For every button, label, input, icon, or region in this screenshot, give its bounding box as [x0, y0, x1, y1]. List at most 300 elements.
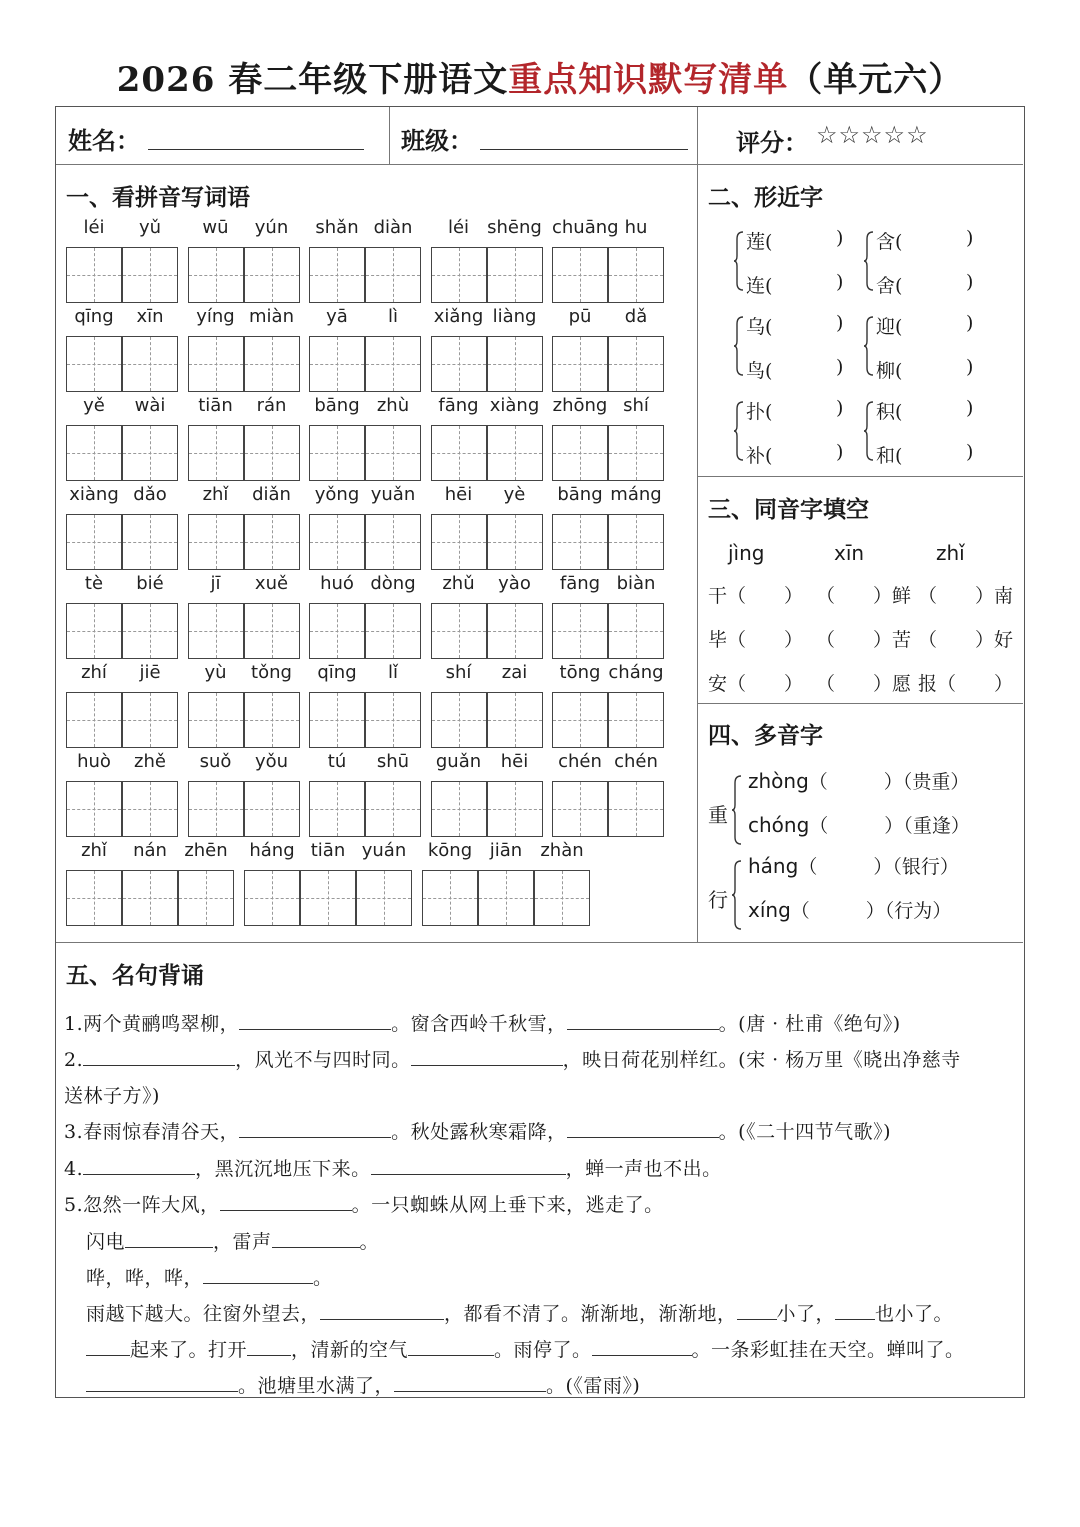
recite-9c: 。雨停了。 — [494, 1339, 592, 1361]
pinyin-label: jī — [210, 573, 221, 594]
tianzige-cell[interactable] — [365, 514, 421, 570]
pinyin-label: dǎ — [624, 306, 648, 327]
pinyin-label: pū — [568, 306, 592, 327]
tianzige-cell[interactable] — [552, 336, 608, 392]
tianzige-cell[interactable] — [309, 336, 365, 392]
recite-8b: ，都看不清了。渐渐地，渐渐地， — [444, 1303, 737, 1325]
tianzige-cell[interactable] — [487, 247, 543, 303]
pinyin-label: tú — [327, 751, 347, 772]
open-paren: （ — [798, 856, 818, 878]
title-prefix: 2026 春二年级下册语文 — [116, 60, 509, 100]
tianzige-cell[interactable] — [122, 603, 178, 659]
recite-blank-11[interactable] — [272, 1229, 360, 1248]
tianzige-cell[interactable] — [66, 247, 122, 303]
pinyin-label: yù — [204, 662, 227, 683]
pinyin-label: léi — [83, 217, 105, 238]
name-field[interactable] — [148, 149, 364, 150]
similar-char-item[interactable] — [746, 356, 844, 383]
polyphonic-char: 行 — [708, 888, 728, 912]
polyphonic-item[interactable] — [748, 896, 951, 923]
similar-char-label: 积( — [876, 401, 903, 423]
tianzige-cell[interactable] — [66, 870, 122, 926]
tianzige-cell[interactable] — [552, 514, 608, 570]
recite-line-4 — [64, 1154, 722, 1181]
tianzige-cell[interactable] — [608, 603, 664, 659]
brace-icon — [732, 860, 742, 916]
pinyin-label: diàn — [373, 217, 413, 238]
tianzige-cell[interactable] — [122, 514, 178, 570]
recite-1c: 。(唐 · 杜甫《绝句》) — [718, 1013, 901, 1035]
homophone-2c[interactable]: （ ）好 — [918, 629, 1014, 651]
recite-blank-15[interactable] — [835, 1301, 875, 1320]
pinyin-label: wū — [202, 217, 229, 238]
pinyin-label: yā — [326, 306, 348, 327]
recite-8d: 也小了。 — [875, 1303, 954, 1325]
close-paren: ) — [836, 312, 844, 334]
tianzige-cell[interactable] — [244, 514, 300, 570]
homophone-2a[interactable]: 毕（ ） — [708, 629, 804, 651]
close-paren: ） — [950, 771, 970, 793]
pinyin-label: zhàn — [540, 840, 584, 861]
similar-char-label: 莲( — [746, 231, 773, 253]
tianzige-cell[interactable] — [244, 336, 300, 392]
brace-icon — [864, 231, 874, 287]
close-paren: ) — [836, 356, 844, 378]
recite-line-2 — [64, 1045, 961, 1072]
recite-2b: ，风光不与四时同。 — [235, 1049, 411, 1071]
homophone-pinyin-3: zhǐ — [936, 541, 965, 565]
score-stars[interactable]: ☆☆☆☆☆ — [816, 121, 929, 149]
tianzige-cell[interactable] — [608, 692, 664, 748]
tianzige-cell[interactable] — [431, 247, 487, 303]
close-paren: ) — [966, 271, 974, 293]
brace-icon — [864, 401, 874, 457]
close-paren: ) — [966, 441, 974, 463]
tianzige-cell[interactable] — [608, 781, 664, 837]
pinyin-label: fāng — [559, 573, 601, 594]
recite-line-2-cont: 送林子方》) — [64, 1085, 160, 1107]
similar-char-item[interactable] — [876, 397, 974, 424]
tianzige-cell[interactable] — [309, 425, 365, 481]
homophone-3b[interactable]: （ ）愿 — [816, 673, 912, 695]
recite-2a: 2. — [64, 1049, 84, 1071]
close-paren: ） — [932, 900, 952, 922]
mid-paren: ）（ — [865, 900, 895, 922]
recite-line-6 — [86, 1227, 379, 1254]
tianzige-cell[interactable] — [365, 425, 421, 481]
similar-char-item[interactable] — [746, 271, 844, 298]
similar-char-label: 扑( — [746, 401, 773, 423]
recite-7b: 。 — [313, 1267, 333, 1289]
tianzige-cell[interactable] — [66, 336, 122, 392]
similar-char-item[interactable] — [876, 227, 974, 254]
similar-char-item[interactable] — [876, 441, 974, 468]
close-paren: ) — [836, 271, 844, 293]
recite-blank-7[interactable] — [83, 1156, 195, 1175]
pinyin-label: tiān — [310, 840, 346, 861]
pinyin-label: shēng — [487, 217, 542, 238]
tianzige-cell[interactable] — [608, 336, 664, 392]
recite-blank-17[interactable] — [247, 1337, 291, 1356]
recite-line-9 — [86, 1335, 965, 1362]
pinyin-label: fāng — [438, 395, 479, 416]
tianzige-cell[interactable] — [365, 603, 421, 659]
recite-blank-1[interactable] — [239, 1011, 391, 1030]
recite-8c: 小了， — [776, 1303, 836, 1325]
tianzige-cell[interactable] — [309, 514, 365, 570]
tianzige-cell[interactable] — [244, 603, 300, 659]
open-paren: （ — [790, 900, 810, 922]
similar-char-item[interactable] — [746, 227, 844, 254]
tianzige-cell[interactable] — [188, 603, 244, 659]
pinyin-label: xiàng — [489, 395, 540, 416]
pinyin-label: kōng — [427, 840, 473, 861]
pinyin-label: shǎn — [315, 217, 359, 238]
similar-char-item[interactable] — [746, 312, 844, 339]
tianzige-cell[interactable] — [431, 336, 487, 392]
close-paren: ) — [966, 397, 974, 419]
pinyin-label: yè — [503, 484, 526, 505]
tianzige-cell[interactable] — [487, 425, 543, 481]
close-paren: ) — [966, 312, 974, 334]
pinyin-label: shí — [623, 395, 649, 416]
recite-blank-9[interactable] — [220, 1192, 352, 1211]
pinyin-label: hēi — [500, 751, 529, 772]
recite-blank-5[interactable] — [239, 1119, 391, 1138]
mid-paren: ）（ — [883, 771, 913, 793]
recite-3a: 3.春雨惊春清谷天， — [64, 1121, 240, 1143]
pinyin-label: bāng — [314, 395, 360, 416]
homophone-1a[interactable]: 干（ ） — [708, 585, 804, 607]
sec4-title: 四、多音字 — [708, 722, 823, 749]
tianzige-cell[interactable] — [365, 781, 421, 837]
homophone-3a[interactable]: 安（ ） — [708, 673, 804, 695]
pinyin-label: yào — [498, 573, 531, 594]
homophone-pinyin-2: xīn — [834, 541, 865, 565]
tianzige-cell[interactable] — [122, 870, 178, 926]
recite-5b: 。一只蜘蛛从网上垂下来，逃走了。 — [351, 1194, 664, 1216]
tianzige-cell[interactable] — [431, 781, 487, 837]
close-paren: ) — [836, 397, 844, 419]
recite-line-7 — [86, 1263, 333, 1290]
tianzige-cell[interactable] — [66, 603, 122, 659]
recite-10a: 。池塘里水满了， — [238, 1375, 395, 1397]
homophone-1c[interactable]: （ ）南 — [918, 585, 1014, 607]
recite-4b: ，黑沉沉地压下来。 — [195, 1158, 371, 1180]
tianzige-cell[interactable] — [608, 425, 664, 481]
tianzige-cell[interactable] — [422, 870, 478, 926]
tianzige-cell[interactable] — [487, 603, 543, 659]
tianzige-cell[interactable] — [552, 247, 608, 303]
mid-paren: ）（ — [884, 815, 913, 837]
recite-blank-8[interactable] — [371, 1156, 566, 1175]
similar-char-label: 迎( — [876, 316, 903, 338]
pinyin-label: huó — [320, 573, 354, 594]
pinyin-label: jiē — [139, 662, 161, 683]
recite-line-5 — [64, 1190, 664, 1217]
reading-pinyin: xíng — [748, 898, 791, 922]
recite-blank-21[interactable] — [394, 1373, 546, 1392]
recite-blank-13[interactable] — [320, 1301, 444, 1320]
recite-9b: ，清新的空气 — [291, 1339, 409, 1361]
tianzige-cell[interactable] — [66, 425, 122, 481]
tianzige-cell[interactable] — [552, 425, 608, 481]
pinyin-label: máng — [610, 484, 662, 505]
pinyin-label: xīn — [136, 306, 164, 327]
tianzige-cell[interactable] — [552, 781, 608, 837]
score-label: 评分： — [736, 128, 808, 157]
pinyin-label: zhǔ — [442, 573, 475, 594]
recite-line-1 — [64, 1009, 901, 1036]
tianzige-cell[interactable] — [188, 781, 244, 837]
pinyin-label: háng — [249, 840, 295, 861]
similar-char-item[interactable] — [876, 312, 974, 339]
tianzige-cell[interactable] — [365, 247, 421, 303]
recite-blank-2[interactable] — [567, 1011, 719, 1030]
pinyin-label: liàng — [492, 306, 537, 327]
brace-icon — [734, 401, 744, 457]
pinyin-label: shū — [376, 751, 410, 772]
tianzige-cell[interactable] — [244, 247, 300, 303]
tianzige-cell[interactable] — [122, 781, 178, 837]
sec5-divider — [56, 942, 1023, 943]
sec2-title: 二、形近字 — [708, 184, 823, 211]
pinyin-label: miàn — [249, 306, 294, 327]
pinyin-label: qīng — [317, 662, 357, 683]
pinyin-label: dǎo — [133, 484, 167, 505]
recite-4a: 4. — [64, 1158, 84, 1180]
pinyin-label: xuě — [254, 573, 289, 594]
recite-3b: 。秋处露秋寒霜降， — [391, 1121, 567, 1143]
pinyin-label: guǎn — [435, 751, 482, 772]
recite-blank-20[interactable] — [86, 1373, 238, 1392]
tianzige-cell[interactable] — [552, 692, 608, 748]
recite-line-8 — [86, 1299, 953, 1326]
tianzige-cell[interactable] — [487, 336, 543, 392]
recite-blank-16[interactable] — [86, 1337, 130, 1356]
tianzige-cell[interactable] — [244, 692, 300, 748]
pinyin-label: chuāng — [552, 217, 619, 238]
recite-9a: 起来了。打开 — [130, 1339, 248, 1361]
header-sep-1 — [389, 107, 390, 164]
pinyin-label: diǎn — [252, 484, 291, 505]
example-word: 银行 — [901, 856, 940, 878]
tianzige-cell[interactable] — [66, 692, 122, 748]
tianzige-cell[interactable] — [309, 603, 365, 659]
pinyin-label: suǒ — [199, 751, 232, 772]
polyphonic-item[interactable] — [748, 767, 969, 794]
tianzige-cell[interactable] — [356, 870, 412, 926]
recite-6b: ，雷声 — [213, 1231, 272, 1253]
tianzige-cell[interactable] — [300, 870, 356, 926]
recite-7a: 哗，哗，哗， — [86, 1267, 204, 1289]
pinyin-label: zhǐ — [202, 484, 229, 505]
pinyin-label: yǒu — [254, 751, 289, 772]
tianzige-cell[interactable] — [487, 514, 543, 570]
pinyin-label: zhēn — [184, 840, 228, 861]
similar-char-item[interactable] — [746, 441, 844, 468]
tianzige-cell[interactable] — [552, 603, 608, 659]
similar-char-label: 含( — [876, 231, 903, 253]
column-divider — [697, 107, 698, 942]
brace-icon — [734, 316, 744, 372]
pinyin-label: cháng — [608, 662, 664, 683]
class-field[interactable] — [480, 149, 688, 150]
homophone-3c[interactable]: 报（ ） — [918, 673, 1014, 695]
tianzige-cell[interactable] — [487, 692, 543, 748]
tianzige-cell[interactable] — [431, 603, 487, 659]
recite-blank-10[interactable] — [125, 1229, 213, 1248]
pinyin-label: tiān — [198, 395, 233, 416]
tianzige-cell[interactable] — [66, 781, 122, 837]
pinyin-label: yǔ — [138, 217, 162, 238]
open-paren: （ — [808, 771, 828, 793]
example-word: 贵重 — [912, 771, 951, 793]
tianzige-cell[interactable] — [66, 514, 122, 570]
tianzige-cell[interactable] — [478, 870, 534, 926]
recite-6a: 闪电 — [86, 1231, 126, 1253]
name-label: 姓名： — [68, 126, 140, 155]
pinyin-label: xiǎng — [433, 306, 484, 327]
tianzige-cell[interactable] — [534, 870, 590, 926]
pinyin-label: yǒng — [314, 484, 360, 505]
tianzige-cell[interactable] — [244, 425, 300, 481]
pinyin-label: huò — [77, 751, 111, 772]
pinyin-label: yíng — [196, 306, 235, 327]
tianzige-cell[interactable] — [244, 781, 300, 837]
tianzige-cell[interactable] — [487, 781, 543, 837]
tianzige-cell[interactable] — [122, 336, 178, 392]
recite-2c: ，映日荷花别样红。(宋 · 杨万里《晓出净慈寺 — [562, 1049, 961, 1071]
sec3-sec4-divider — [697, 703, 1023, 704]
recite-blank-19[interactable] — [592, 1337, 692, 1356]
tianzige-cell[interactable] — [608, 247, 664, 303]
title-highlight: 重点知识默写清单 — [508, 60, 789, 100]
similar-char-label: 连( — [746, 275, 773, 297]
page-title — [0, 52, 1080, 101]
pinyin-label: zai — [501, 662, 528, 683]
pinyin-label: dòng — [370, 573, 416, 594]
mid-paren: ）（ — [873, 856, 902, 878]
recite-blank-3[interactable] — [83, 1047, 235, 1066]
recite-8a: 雨越下越大。往窗外望去， — [86, 1303, 321, 1325]
close-paren: ） — [939, 856, 959, 878]
tianzige-cell[interactable] — [122, 692, 178, 748]
recite-blank-18[interactable] — [408, 1337, 494, 1356]
pinyin-label: yuǎn — [370, 484, 416, 505]
pinyin-label: bāng — [557, 484, 603, 505]
tianzige-cell[interactable] — [188, 692, 244, 748]
pinyin-label: zhě — [134, 751, 166, 772]
open-paren: （ — [809, 815, 829, 837]
title-suffix: （单元六） — [788, 60, 964, 100]
similar-char-item[interactable] — [746, 397, 844, 424]
close-paren: ) — [836, 227, 844, 249]
pinyin-label: hēi — [444, 484, 473, 505]
brace-icon — [734, 231, 744, 287]
similar-char-label: 和( — [876, 445, 903, 467]
pinyin-label: tōng — [559, 662, 601, 683]
pinyin-label: tǒng — [251, 662, 292, 683]
polyphonic-item[interactable] — [748, 852, 959, 879]
tianzige-cell[interactable] — [309, 247, 365, 303]
pinyin-label: rán — [256, 395, 287, 416]
tianzige-cell[interactable] — [365, 692, 421, 748]
tianzige-cell[interactable] — [122, 425, 178, 481]
pinyin-label: nán — [133, 840, 167, 861]
recite-3c: 。(《二十四节气歌》) — [718, 1121, 891, 1143]
recite-blank-12[interactable] — [203, 1265, 313, 1284]
tianzige-cell[interactable] — [608, 514, 664, 570]
homophone-1b[interactable]: （ ）鲜 — [816, 585, 912, 607]
pinyin-label: zhōng — [552, 395, 608, 416]
reading-pinyin: háng — [748, 854, 799, 878]
pinyin-label: tè — [84, 573, 104, 594]
tianzige-cell[interactable] — [309, 692, 365, 748]
homophone-pinyin-1: jìng — [728, 541, 765, 565]
pinyin-label: qīng — [74, 306, 114, 327]
tianzige-cell[interactable] — [188, 336, 244, 392]
pinyin-label: yuán — [361, 840, 407, 861]
tianzige-cell[interactable] — [188, 514, 244, 570]
tianzige-cell[interactable] — [309, 781, 365, 837]
polyphonic-item[interactable] — [748, 811, 970, 838]
close-paren: ) — [966, 356, 974, 378]
polyphonic-char: 重 — [708, 803, 728, 827]
similar-char-item[interactable] — [876, 356, 974, 383]
recite-blank-6[interactable] — [567, 1119, 719, 1138]
homophone-2b[interactable]: （ ）苦 — [816, 629, 912, 651]
pinyin-label: jiān — [489, 840, 523, 861]
pinyin-label: yě — [83, 395, 105, 416]
similar-char-label: 鸟( — [746, 360, 773, 382]
similar-char-label: 补( — [746, 445, 773, 467]
recite-blank-4[interactable] — [411, 1047, 563, 1066]
example-word: 行为 — [894, 900, 933, 922]
pinyin-label: lǐ — [387, 662, 398, 683]
pinyin-label: léi — [447, 217, 470, 238]
tianzige-cell[interactable] — [178, 870, 234, 926]
sec3-title: 三、同音字填空 — [708, 496, 869, 523]
recite-5a: 5.忽然一阵大风， — [64, 1194, 220, 1216]
header-divider — [56, 164, 1023, 165]
close-paren: ) — [966, 227, 974, 249]
tianzige-cell[interactable] — [431, 692, 487, 748]
sec2-sec3-divider — [697, 476, 1023, 477]
worksheet-frame — [55, 106, 1025, 1398]
sec1-title: 一、看拼音写词语 — [66, 184, 250, 211]
tianzige-cell[interactable] — [244, 870, 300, 926]
brace-icon — [864, 316, 874, 372]
similar-char-label: 柳( — [876, 360, 903, 382]
tianzige-cell[interactable] — [365, 336, 421, 392]
pinyin-label: chén — [614, 751, 658, 772]
sec5-title: 五、名句背诵 — [66, 962, 204, 989]
brace-icon — [732, 775, 742, 831]
pinyin-label: lì — [387, 306, 398, 327]
tianzige-cell[interactable] — [431, 425, 487, 481]
tianzige-cell[interactable] — [431, 514, 487, 570]
recite-6c: 。 — [359, 1231, 380, 1253]
recite-line-3 — [64, 1117, 891, 1144]
pinyin-label: bié — [136, 573, 164, 594]
tianzige-cell[interactable] — [188, 425, 244, 481]
recite-blank-14[interactable] — [737, 1301, 777, 1320]
tianzige-cell[interactable] — [188, 247, 244, 303]
pinyin-label: zhù — [376, 395, 410, 416]
tianzige-cell[interactable] — [122, 247, 178, 303]
similar-char-item[interactable] — [876, 271, 974, 298]
